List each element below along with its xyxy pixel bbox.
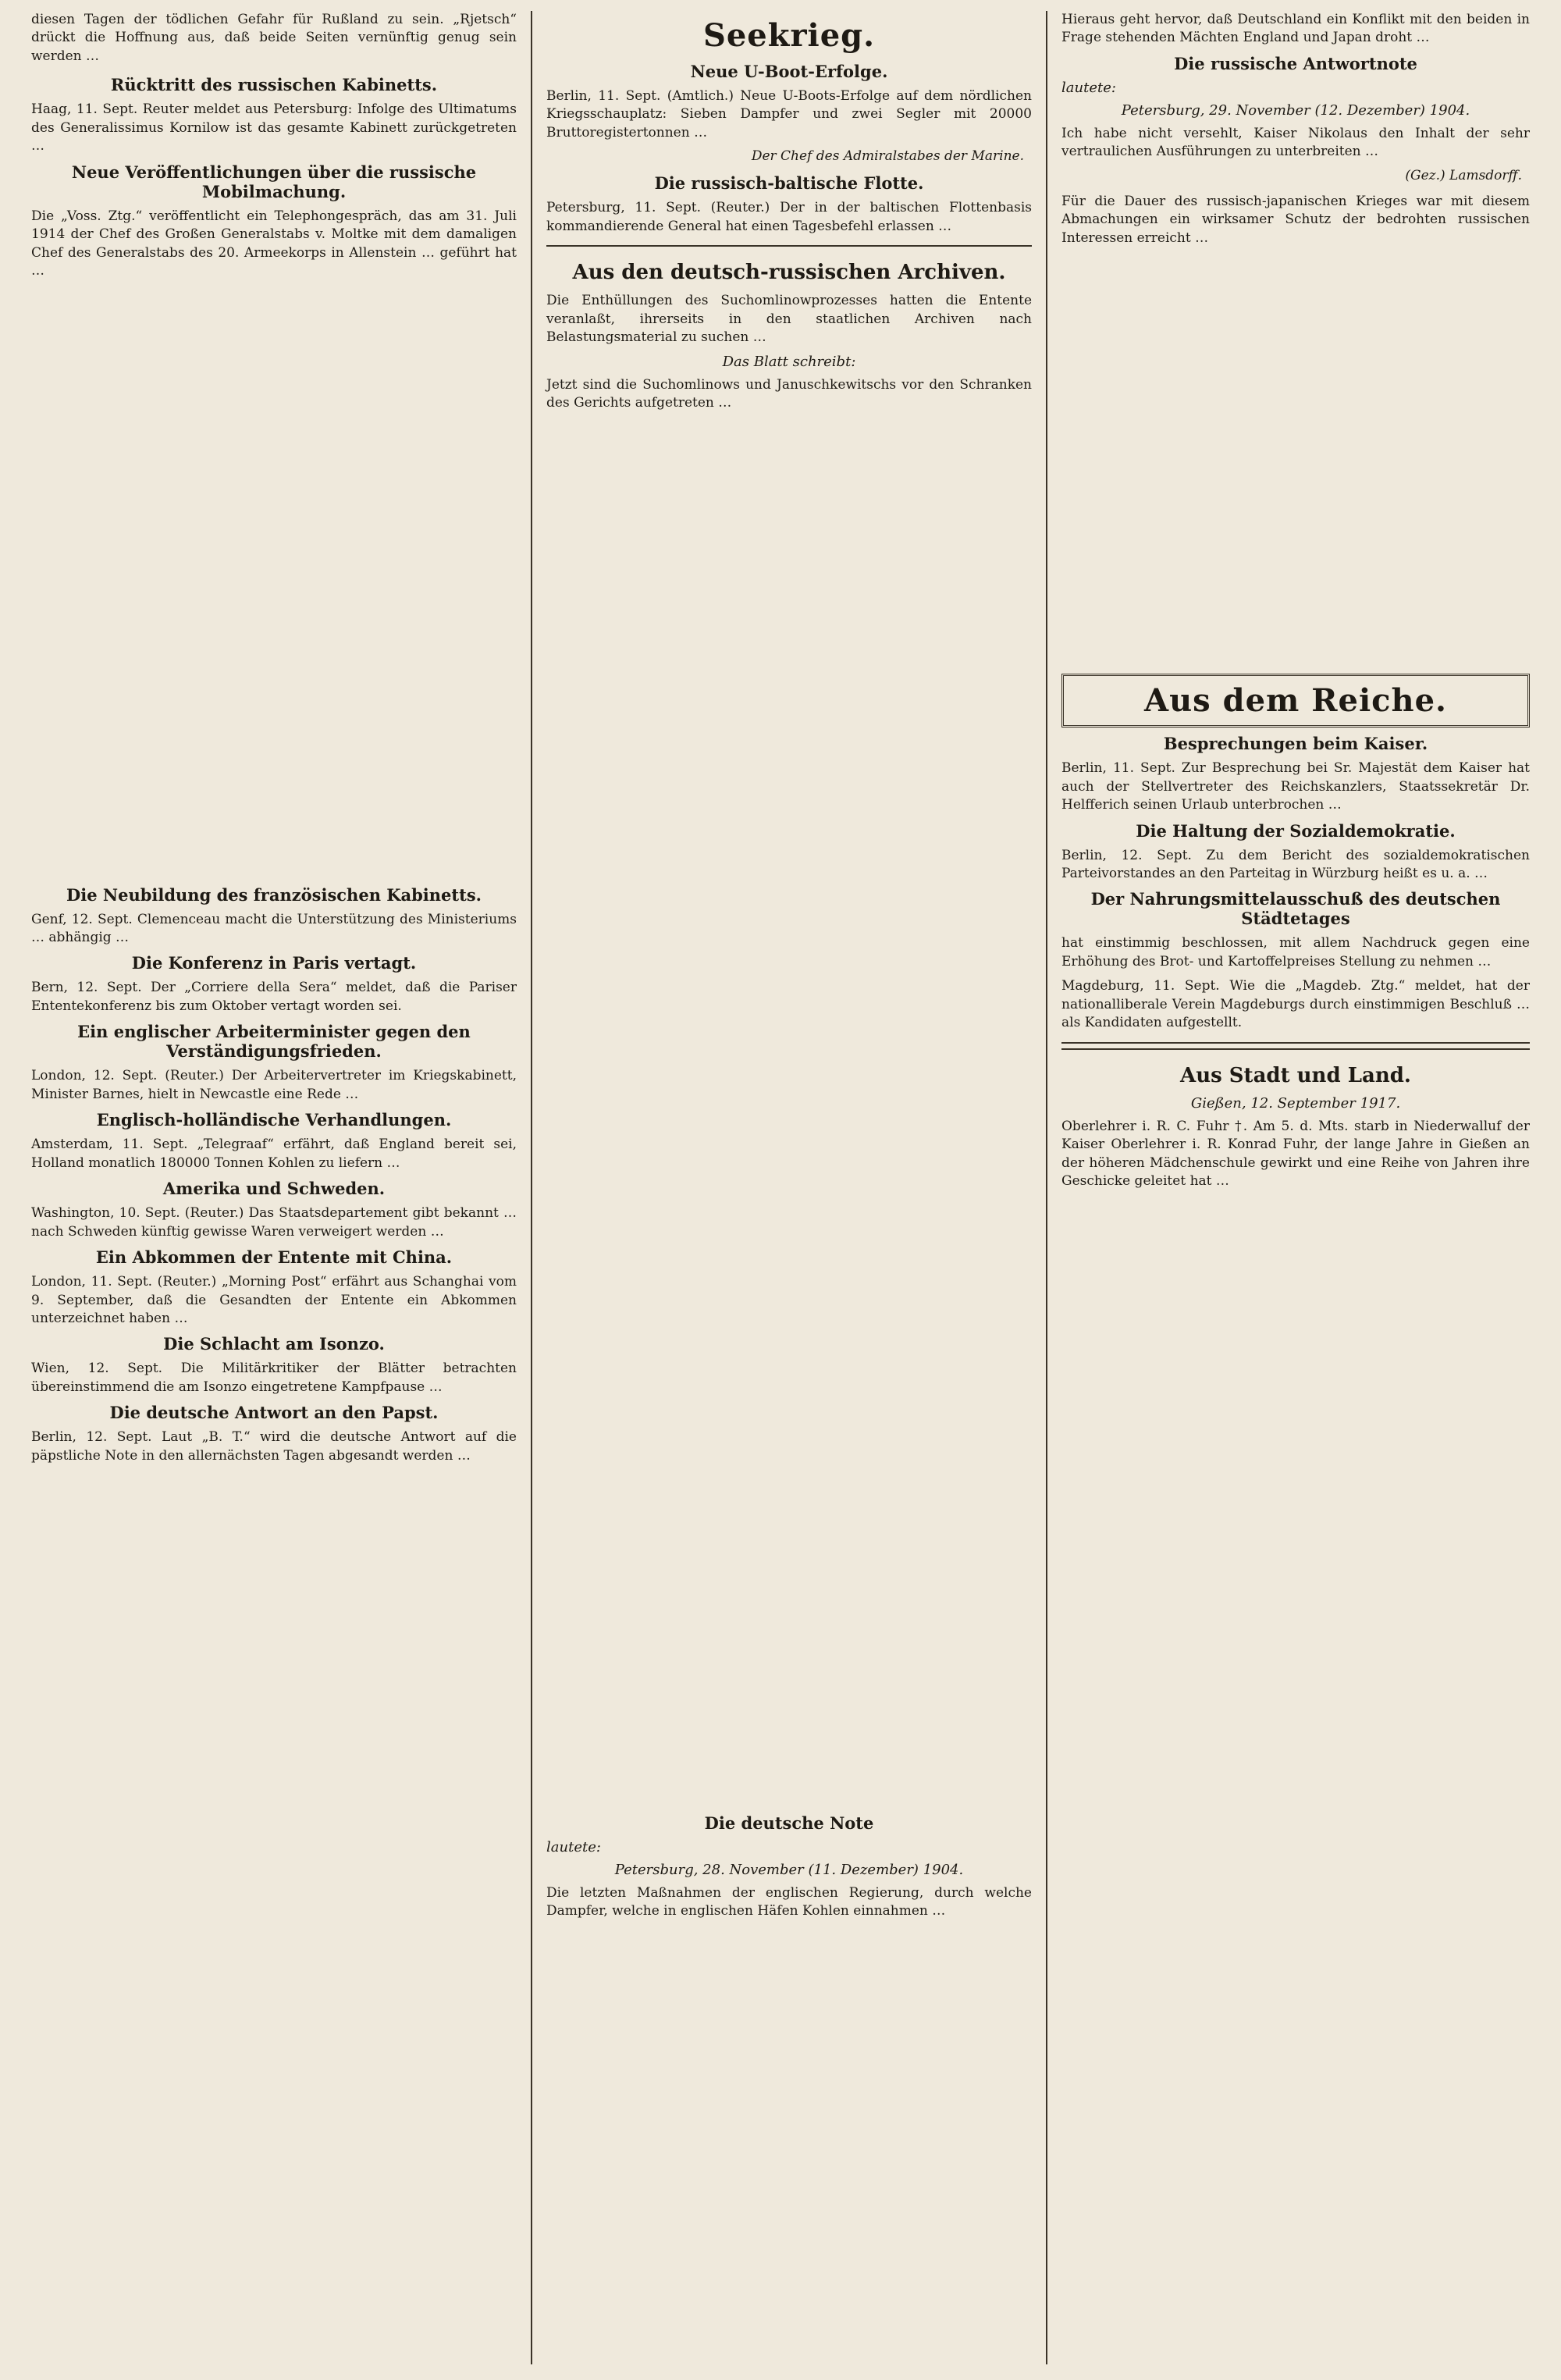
article-body: Magdeburg, 11. Sept. Wie die „Magdeb. Ztg.“ meldet, hat der nationalliberale Verein Magdeburgs durch einstimmigen Beschluß … als Kandidaten aufgestellt. xyxy=(1061,978,1530,1031)
dateline: Petersburg, 29. November (12. Dezember) 1904. xyxy=(1121,101,1470,119)
article-body: Die „Voss. Ztg.“ veröffentlicht ein Telephongespräch, das am 31. Juli 1914 der Chef des Großen Generalstabs v. Moltke mit dem damaligen Chef des Generalstabs des 20. Armeekorps in Allenstein … geführt hat … xyxy=(31,208,517,279)
text-block-placeholder xyxy=(546,419,1032,1809)
article-body: Ich habe nicht versehlt, Kaiser Nikolaus den Inhalt der sehr vertraulichen Ausführungen zu unterbreiten … xyxy=(1061,125,1530,160)
article-body: Wien, 12. Sept. Die Militärkritiker der Blätter betrachten übereinstimmend die am Isonzo eingetretene Kampfpause … xyxy=(31,1361,517,1395)
article-body: Haag, 11. Sept. Reuter meldet aus Petersburg: Infolge des Ultimatums des Generalissimus Kornilow ist das gesamte Kabinett zurückgetreten … xyxy=(31,101,517,155)
headline: Aus den deutsch-russischen Archiven. xyxy=(572,261,1006,285)
headline: Die deutsche Antwort an den Papst. xyxy=(109,1403,439,1423)
article-body: London, 12. Sept. (Reuter.) Der Arbeitervertreter im Kriegskabinett, Minister Barnes, hielt in Newcastle eine Rede … xyxy=(31,1068,517,1102)
headline: Neue U-Boot-Erfolge. xyxy=(690,62,888,81)
article-body: Bern, 12. Sept. Der „Corriere della Sera“ meldet, daß die Pariser Ententekonferenz bis zum Oktober vertagt worden sei. xyxy=(31,980,517,1014)
column-2 xyxy=(532,11,1047,2364)
article-body: hat einstimmig beschlossen, mit allem Nachdruck gegen eine Erhöhung des Brot- und Kartoffelpreises Stellung zu nehmen … xyxy=(1061,935,1530,969)
article-body: Jetzt sind die Suchomlinows und Januschkewitschs vor den Schranken des Gerichts aufgetreten … xyxy=(546,376,1032,411)
column-3 xyxy=(1047,11,1544,2364)
article-body: Berlin, 12. Sept. Laut „B. T.“ wird die deutsche Antwort auf die päpstliche Note in den allernächsten Tagen abgesandt werden … xyxy=(31,1429,517,1464)
headline: Die Schlacht am Isonzo. xyxy=(163,1334,385,1354)
headline: Ein Abkommen der Entente mit China. xyxy=(95,1247,453,1268)
column-1 xyxy=(17,11,532,2364)
article-continuation: diesen Tagen der tödlichen Gefahr für Rußland zu sein. „Rjetsch“ drückt die Hoffnung aus, daß beide Seiten vernünftig genug sein werden … xyxy=(31,12,517,64)
divider xyxy=(1061,1042,1530,1050)
headline: Englisch-holländische Verhandlungen. xyxy=(96,1110,452,1130)
article-body: Genf, 12. Sept. Clemenceau macht die Unterstützung des Ministeriums … abhängig … xyxy=(31,911,517,945)
article-body: Berlin, 11. Sept. Zur Besprechung bei Sr. Majestät dem Kaiser hat auch der Stellvertreter des Reichskanzlers, Staatssekretär Dr. Helfferich seinen Urlaub unterbrochen … xyxy=(1061,760,1530,813)
article-body: Washington, 10. Sept. (Reuter.) Das Staatsdepartement gibt bekannt … nach Schweden künftig gewisse Waren verweigert werden … xyxy=(31,1205,517,1240)
signature: Der Chef des Admiralstabes der Marine. xyxy=(751,148,1024,165)
headline: Die Haltung der Sozialdemokratie. xyxy=(1136,820,1456,841)
headline: Amerika und Schweden. xyxy=(162,1179,386,1199)
headline: Der Nahrungsmittelausschuß des deutschen Städtetages xyxy=(1090,889,1501,929)
headline: Rücktritt des russischen Kabinetts. xyxy=(110,75,438,95)
section-head: Aus dem Reiche. xyxy=(1144,682,1447,720)
article-body: Die Enthüllungen des Suchomlinowprozesses hatten die Entente veranlaßt, ihrerseits in den staatlichen Archiven nach Belastungsmaterial zu suchen … xyxy=(546,293,1032,346)
headline: Neue Veröffentlichungen über die russische Mobilmachung. xyxy=(71,162,477,201)
article-body: London, 11. Sept. (Reuter.) „Morning Post“ erfährt aus Schanghai vom 9. September, daß die Gesandten der Entente ein Abkommen unterzeichnet haben … xyxy=(31,1274,517,1326)
note: lautete: xyxy=(546,1838,601,1855)
text-block-placeholder xyxy=(31,287,517,880)
article-body: Oberlehrer i. R. C. Fuhr †. Am 5. d. Mts. starb in Niederwalluf der Kaiser Oberlehrer i. R. Konrad Fuhr, der lange Jahre in Gießen an der höheren Mädchenschule gewirkt und eine Reihe von Jahren ihre Geschicke geleitet hat … xyxy=(1061,1118,1530,1190)
article-body: Die letzten Maßnahmen der englischen Regierung, durch welche Dampfer, welche in englischen Häfen Kohlen einnahmen … xyxy=(546,1884,1032,1919)
article-body: Amsterdam, 11. Sept. „Telegraaf“ erfährt, daß England bereit sei, Holland monatlich 180000 Tonnen Kohlen zu liefern … xyxy=(31,1137,517,1171)
headline: Die russische Antwortnote xyxy=(1174,53,1417,73)
divider xyxy=(546,245,1032,247)
dateline: Petersburg, 28. November (11. Dezember) 1904. xyxy=(614,1861,964,1878)
dateline: Gießen, 12. September 1917. xyxy=(1190,1094,1401,1112)
article-body: Berlin, 11. Sept. (Amtlich.) Neue U-Boots-Erfolge auf dem nördlichen Kriegsschauplatz: Sieben Dampfer und zwei Segler mit 20000 Bruttoregistertonnen … xyxy=(546,88,1032,141)
headline: Ein englischer Arbeiterminister gegen den Verständigungsfrieden. xyxy=(77,1022,471,1062)
section-head: Aus Stadt und Land. xyxy=(1180,1063,1411,1087)
section-head: Seekrieg. xyxy=(702,17,876,54)
note: lautete: xyxy=(1061,79,1116,96)
article-continuation: Hieraus geht hervor, daß Deutschland ein Konflikt mit den beiden in Frage stehenden Mächten England und Japan droht … xyxy=(1061,12,1530,46)
headline: Besprechungen beim Kaiser. xyxy=(1163,734,1428,754)
article-body: Für die Dauer des russisch-japanischen Krieges war mit diesem Abmachungen ein wirksamer Schutz der bedrohten russischen Interessen erreicht … xyxy=(1061,193,1530,246)
signature: (Gez.) Lamsdorff. xyxy=(1405,167,1522,183)
article-body: Petersburg, 11. Sept. (Reuter.) Der in der baltischen Flottenbasis kommandierende General hat einen Tagesbefehl erlassen … xyxy=(546,200,1032,234)
headline: Die russisch-baltische Flotte. xyxy=(654,173,924,194)
headline: Die Neubildung des französischen Kabinetts. xyxy=(66,884,482,905)
article-body: Berlin, 12. Sept. Zu dem Bericht des sozialdemokratischen Parteivorstandes an den Parteitag in Würzburg heißt es u. a. … xyxy=(1061,847,1530,881)
headline: Die Konferenz in Paris vertagt. xyxy=(131,953,417,973)
headline: Die deutsche Note xyxy=(704,1813,874,1833)
section-frame xyxy=(1061,674,1530,728)
note: Das Blatt schreibt: xyxy=(722,353,856,370)
text-block-placeholder xyxy=(1061,254,1530,660)
